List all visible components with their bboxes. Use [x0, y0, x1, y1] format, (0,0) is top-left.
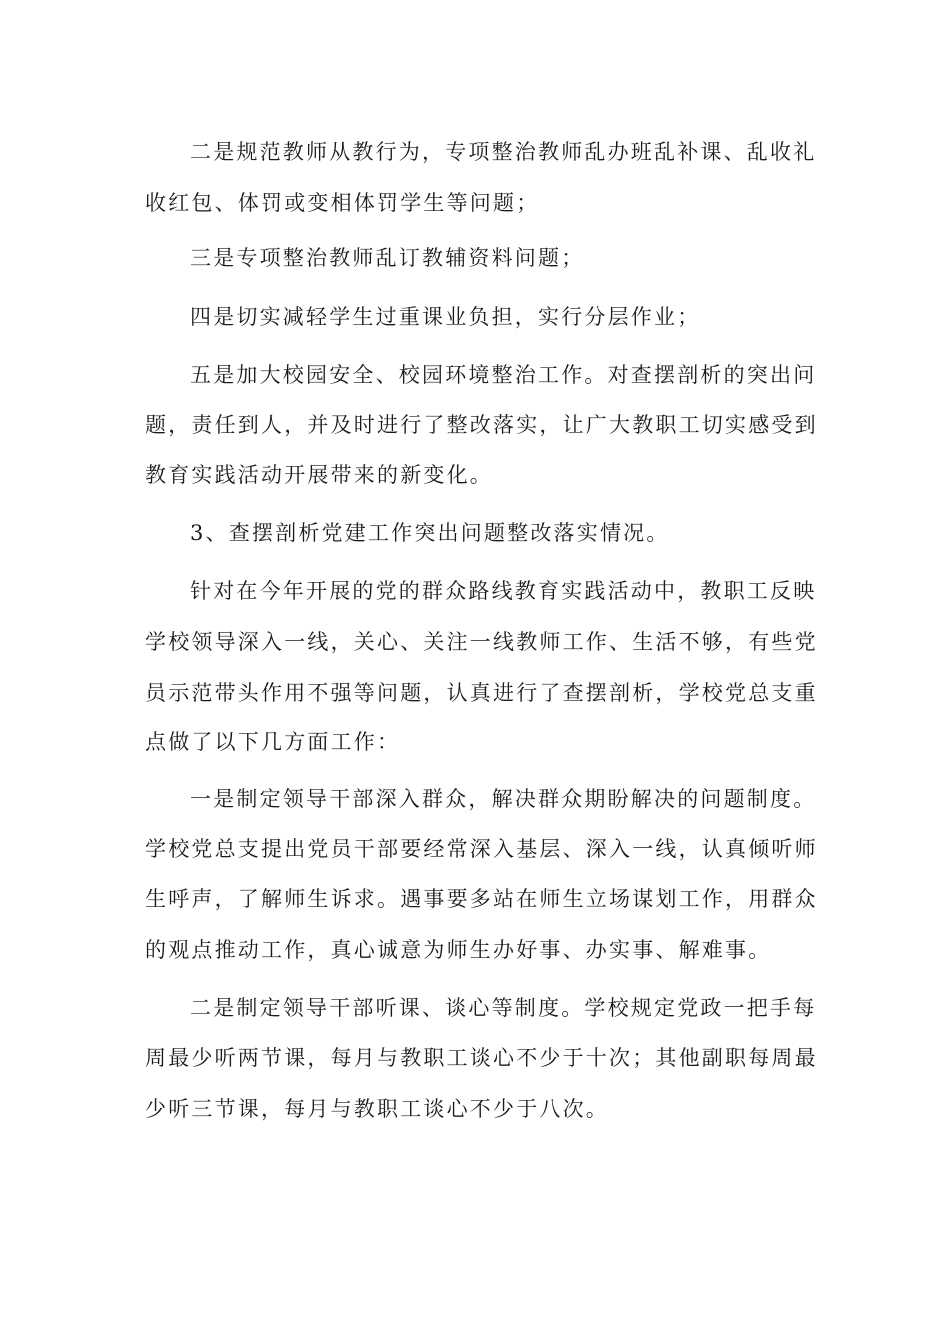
paragraph-line: 二是制定领导干部听课、谈心等制度。学校规定党政一把手每	[190, 996, 817, 1020]
paragraph-line: 教育实践活动开展带来的新变化。	[145, 463, 493, 487]
paragraph-line: 生呼声，了解师生诉求。遇事要多站在师生立场谋划工作，用群众	[145, 887, 818, 911]
paragraph-line: 四是切实减轻学生过重课业负担，实行分层作业；	[190, 305, 701, 329]
paragraph-line: 一是制定领导干部深入群众，解决群众期盼解决的问题制度。	[190, 787, 817, 811]
paragraph-line: 员示范带头作用不强等问题，认真进行了查摆剖析，学校党总支重	[145, 681, 818, 705]
paragraph-line: 学校党总支提出党员干部要经常深入基层、深入一线，认真倾听师	[145, 837, 818, 861]
paragraph-line: 周最少听两节课，每月与教职工谈心不少于十次；其他副职每周最	[145, 1046, 818, 1070]
section-heading: 3、查摆剖析党建工作突出问题整改落实情况。	[190, 521, 670, 545]
paragraph-line: 五是加大校园安全、校园环境整治工作。对查摆剖析的突出问	[190, 363, 817, 387]
paragraph-line: 针对在今年开展的党的群众路线教育实践活动中，教职工反映	[190, 579, 817, 603]
paragraph-line: 二是规范教师从教行为，专项整治教师乱办班乱补课、乱收礼	[190, 140, 817, 164]
paragraph-line: 点做了以下几方面工作：	[145, 730, 401, 754]
paragraph-line: 收红包、体罚或变相体罚学生等问题；	[145, 191, 540, 215]
paragraph-line: 三是专项整治教师乱订教辅资料问题；	[190, 246, 585, 270]
paragraph-line: 学校领导深入一线，关心、关注一线教师工作、生活不够，有些党	[145, 630, 818, 654]
paragraph-line: 少听三节课，每月与教职工谈心不少于八次。	[145, 1097, 609, 1121]
paragraph-line: 的观点推动工作，真心诚意为师生办好事、办实事、解难事。	[145, 938, 772, 962]
paragraph-line: 题，责任到人，并及时进行了整改落实，让广大教职工切实感受到	[145, 413, 818, 437]
